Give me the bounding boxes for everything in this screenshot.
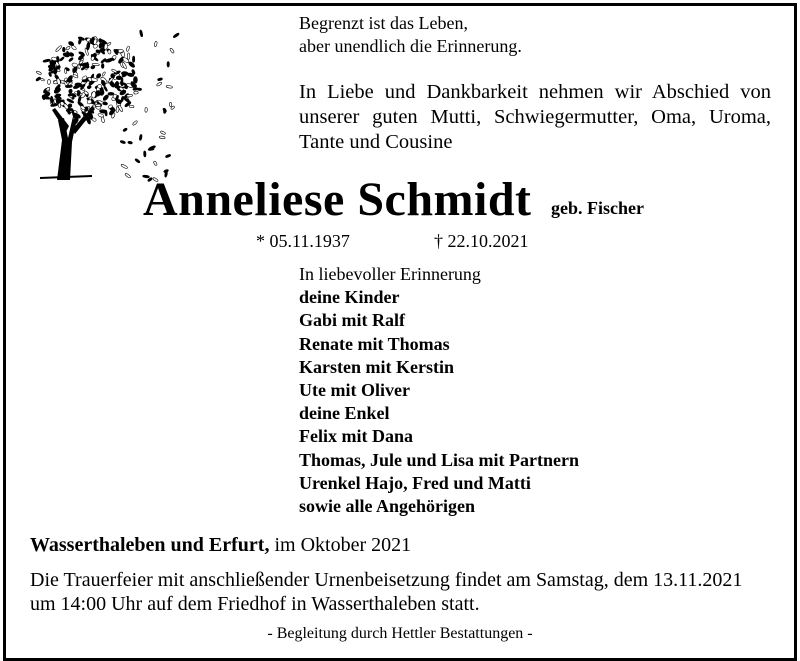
funeral-line-1: Die Trauerfeier mit anschließender Urnenbeisetzung findet am Samstag, dem 13.11.2021: [30, 569, 743, 591]
funeral-line-2: um 14:00 Uhr auf dem Friedhof in Wasserthaleben statt.: [30, 593, 480, 615]
maiden-name: geb. Fischer: [551, 198, 644, 218]
motto: [299, 12, 522, 58]
motto-line-1: Begrenzt ist das Leben,: [299, 13, 468, 33]
notice-date: im Oktober 2021: [269, 534, 412, 556]
deceased-name: Anneliese Schmidt: [143, 173, 532, 226]
mourner-line: Gabi mit Ralf: [299, 310, 405, 331]
mourner-line: Urenkel Hajo, Fred und Matti: [299, 472, 531, 493]
mourner-line: deine Kinder: [299, 287, 400, 308]
place-and-date: [30, 534, 411, 557]
motto-line-2: aber unendlich die Erinnerung.: [299, 36, 522, 56]
mourner-line: Renate mit Thomas: [299, 333, 450, 354]
undertaker-note: - Begleitung durch Hettler Bestattungen -: [267, 625, 533, 642]
tree-foliage: [35, 30, 179, 182]
mourners-heading: In liebevoller Erinnerung: [299, 264, 481, 284]
mourner-line: sowie alle Angehörigen: [299, 496, 475, 517]
mourner-line: Felix mit Dana: [299, 426, 413, 447]
place-name: Wasserthaleben und Erfurt,: [30, 534, 270, 556]
mourner-line: Ute mit Oliver: [299, 380, 410, 401]
tree-illustration: [22, 20, 182, 185]
mourner-line: deine Enkel: [299, 403, 390, 424]
birth-date: * 05.11.1937: [256, 231, 350, 251]
mourners-list: [299, 263, 579, 518]
funeral-info: [30, 568, 742, 616]
mourner-line: Karsten mit Kerstin: [299, 356, 454, 377]
death-date: † 22.10.2021: [434, 231, 529, 251]
intro-text: In Liebe und Dankbarkeit nehmen wir Abschied von unserer guten Mutti, Schwiegermutter, Oma, Uroma, Tante und Cousine: [299, 81, 771, 153]
ground-line: [40, 176, 92, 178]
mourner-line: Thomas, Jule und Lisa mit Partnern: [299, 449, 580, 470]
